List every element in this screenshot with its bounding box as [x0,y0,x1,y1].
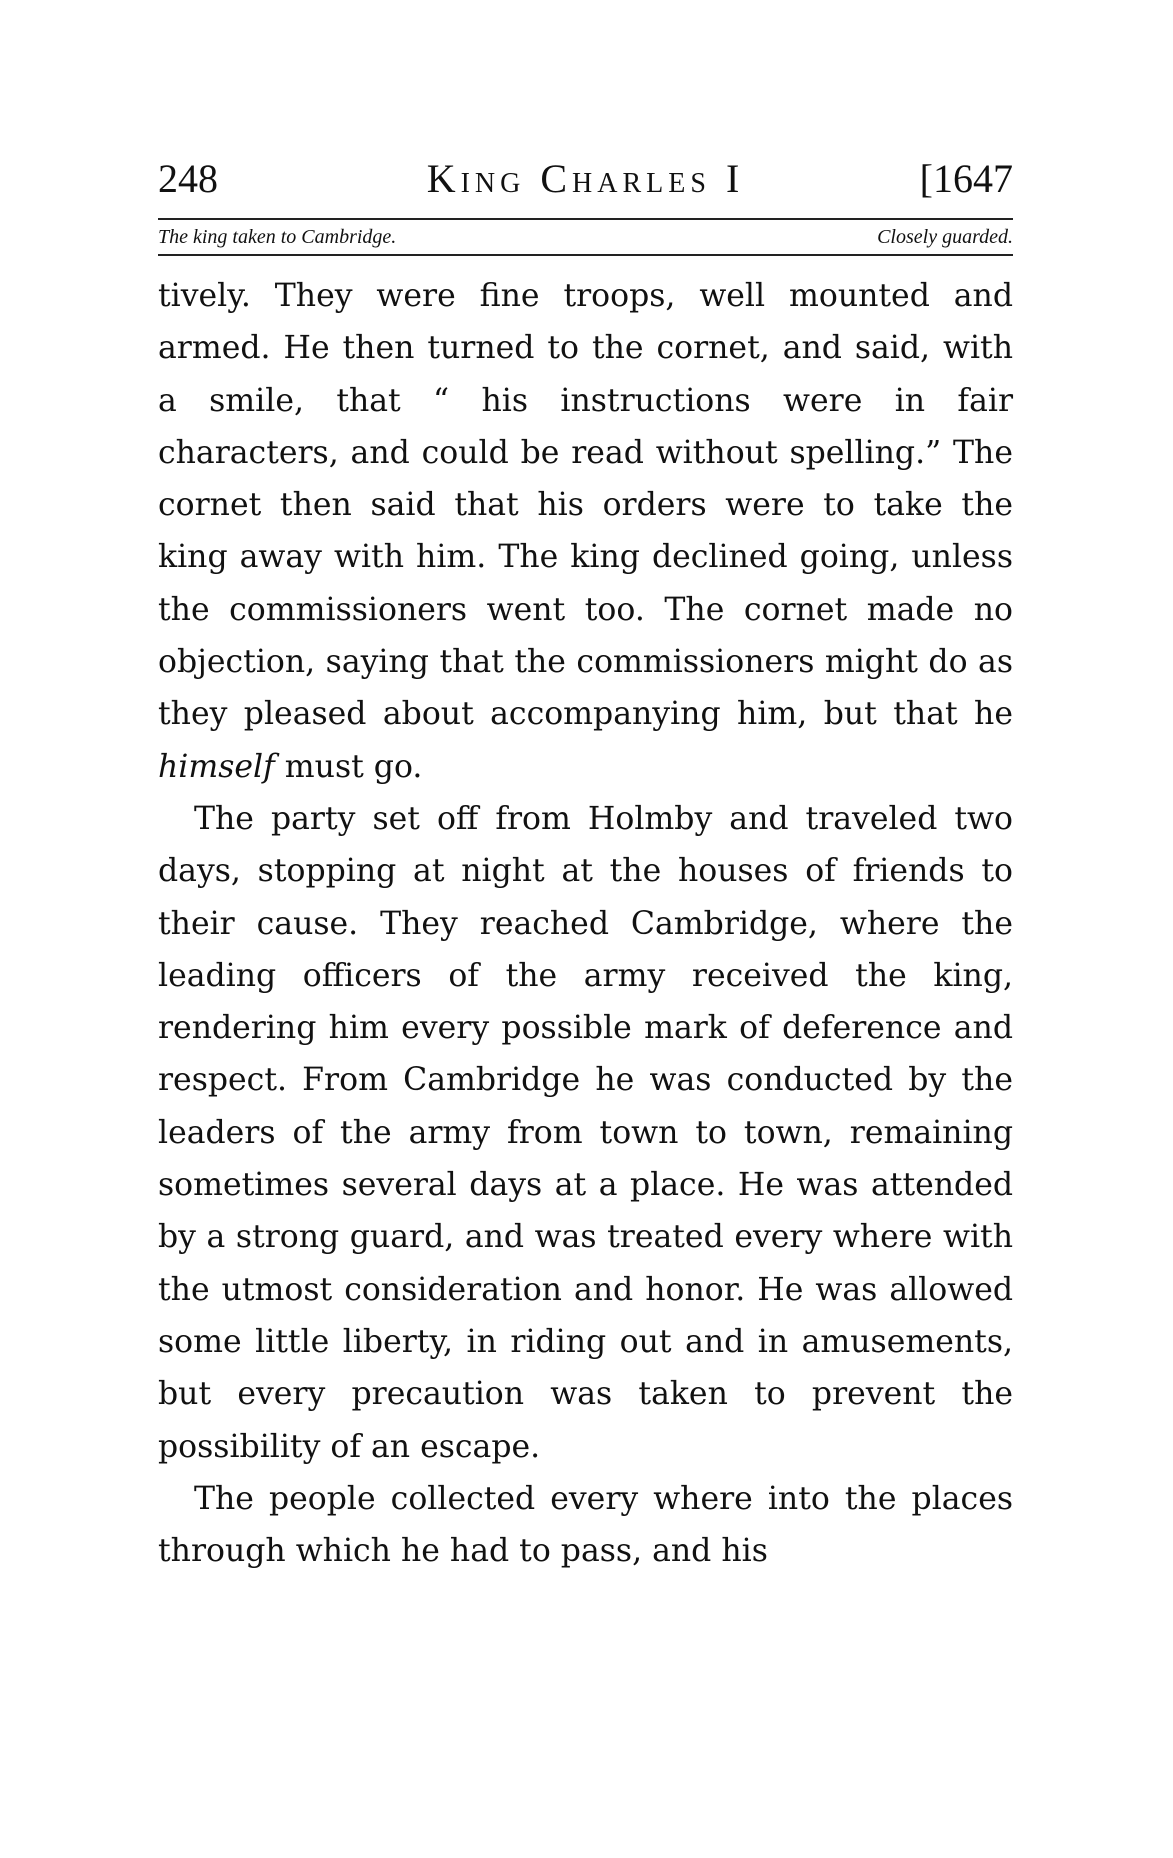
body-text [158,270,1013,1577]
paragraph-3: The people collected every where into the places through which he had to pass, and his [158,1480,1013,1570]
subhead-right: Closely guarded. [877,226,1013,248]
subhead-left: The king taken to Cambridge. [158,226,397,248]
paragraph-1 [158,270,1013,793]
book-title: King Charles I [426,156,745,201]
header-rule-bottom [158,254,1013,256]
paragraph-1-text: tively. They were fine troops, well mounted and armed. He then turned to the cornet, and said, with a smile, that “ his instructions were in fair characters, and could be read without spelling.” The cornet then said that his orders were to take the king away with him. The king declined going, unless the commissioners went too. The cornet made no objection, saying that the commissioners might do as they pleased about accompanying him, but that he [158,278,1013,733]
paragraph-2: The party set off from Holmby and traveled two days, stopping at night at the houses of friends to their cause. They reached Cambridge, where the leading officers of the army received the king, rendering him every possible mark of deference and respect. From Cambridge he was conducted by the leaders of the army from town to town, remaining sometimes several days at a place. He was attended by a strong guard, and was treated every where with the utmost consideration and honor. He was allowed some little liberty, in riding out and in amusements, but every precaution was taken to prevent the possibility of an escape. [158,800,1013,1465]
paragraph-1-italic: himself [158,748,275,785]
marginal-subheads [158,220,1013,254]
page-number: 248 [158,156,218,201]
paragraph-1-tail: must go. [274,748,423,785]
running-head [158,148,1013,210]
book-page [158,148,1013,1577]
year-marker: [1647 [919,156,1013,201]
